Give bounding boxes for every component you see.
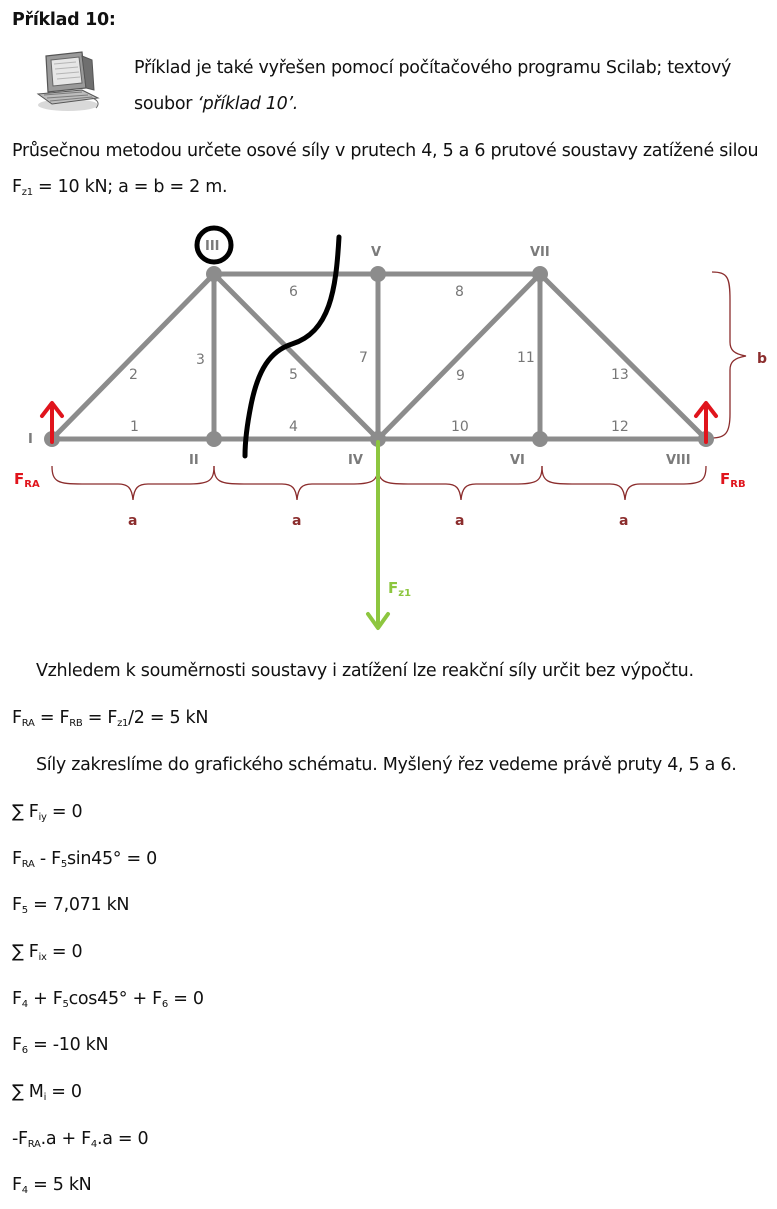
node-label-I: I [28, 432, 33, 447]
brace-a-3 [378, 466, 542, 500]
member-label-9: 9 [456, 368, 465, 384]
dim-label-a-1: a [128, 513, 138, 529]
equation-moment-balance: $-F_{RA}.a + F_4.a = 0$ [12, 1129, 149, 1150]
member-label-13: 13 [611, 367, 629, 383]
computer-icon [32, 50, 104, 112]
member-13 [540, 274, 706, 439]
node-label-VII: VII [530, 245, 550, 260]
dim-label-a-4: a [619, 513, 629, 529]
brace-b [712, 272, 746, 438]
node-label-V: V [371, 245, 382, 260]
member-2 [52, 274, 214, 439]
member-label-4: 4 [289, 419, 298, 435]
task-line-2: $F_{z1} = 10$ kN; a = b = 2 m. [12, 177, 228, 198]
task-line-1: Průsečnou metodou určete osové síly v prutech 4, 5 a 6 prutové soustavy zatížené silou [12, 141, 759, 161]
member-label-12: 12 [611, 419, 629, 435]
node-label-III: III [205, 239, 220, 254]
member-label-6: 6 [289, 284, 298, 300]
equation-f4-result: $F_4 = 5$ kN [12, 1175, 92, 1196]
node-label-VIII: VIII [666, 453, 691, 468]
joint-III [206, 266, 222, 282]
load-arrow [368, 442, 388, 628]
member-label-5: 5 [289, 367, 298, 383]
note-line-1: Příklad je také vyřešen pomocí počítačového programu Scilab; textový [134, 58, 732, 78]
member-label-3: 3 [196, 352, 205, 368]
equation-sum-m: ∑ $M_i = 0$ [12, 1082, 82, 1103]
cut-text: Síly zakreslíme do grafického schématu. Myšlený řez vedeme právě pruty 4, 5 a 6. [36, 755, 737, 775]
joint-VI [532, 431, 548, 447]
dim-label-a-2: a [292, 513, 302, 529]
symmetry-text: Vzhledem k souměrnosti soustavy i zatížení lze reakční síly určit bez výpočtu. [36, 661, 694, 681]
brace-a-1 [52, 466, 214, 500]
joint-VII [532, 266, 548, 282]
member-label-1: 1 [130, 419, 139, 435]
member-label-11: 11 [517, 350, 535, 366]
equation-fy-balance: $F_{RA} - F_5\sin 45^\circ = 0$ [12, 849, 157, 870]
node-label-IV: IV [348, 453, 363, 468]
brace-a-4 [542, 466, 706, 500]
joint-V [370, 266, 386, 282]
example-title: Příklad 10: [12, 10, 116, 30]
force-label-ra: $F_{RA}$ [14, 470, 40, 490]
truss-diagram [0, 220, 777, 640]
scilab-file-name: ‘příklad 10’. [197, 94, 299, 114]
member-label-10: 10 [451, 419, 469, 435]
equation-reactions: $F_{RA} = F_{RB} = F_{z1}/2 = 5$ kN [12, 708, 209, 729]
brace-a-2 [214, 466, 378, 500]
dimension-braces [52, 272, 746, 500]
node-label-VI: VI [510, 453, 525, 468]
equation-sum-fx: ∑ $F_{ix} = 0$ [12, 942, 83, 963]
node-label-II: II [189, 453, 199, 468]
equation-sum-fy: ∑ $F_{iy} = 0$ [12, 802, 83, 823]
note-line-2 [134, 92, 298, 116]
joint-II [206, 431, 222, 447]
equation-f6-result: $F_6 = -10$ kN [12, 1035, 109, 1056]
force-label-load: $F_{z1}$ [388, 579, 412, 599]
member-label-8: 8 [455, 284, 464, 300]
dim-label-a-3: a [455, 513, 465, 529]
note-line-2-prefix: soubor [134, 94, 198, 114]
member-label-7: 7 [359, 350, 368, 366]
equation-fx-balance: $F_4 + F_5\cos 45^\circ + F_6 = 0$ [12, 989, 204, 1010]
truss-members [52, 274, 706, 439]
equation-f5-result: $F_5 = 7,071$ kN [12, 895, 130, 916]
dim-label-b: b [757, 351, 768, 367]
force-label-rb: $F_{RB}$ [720, 470, 746, 490]
member-label-2: 2 [129, 367, 138, 383]
